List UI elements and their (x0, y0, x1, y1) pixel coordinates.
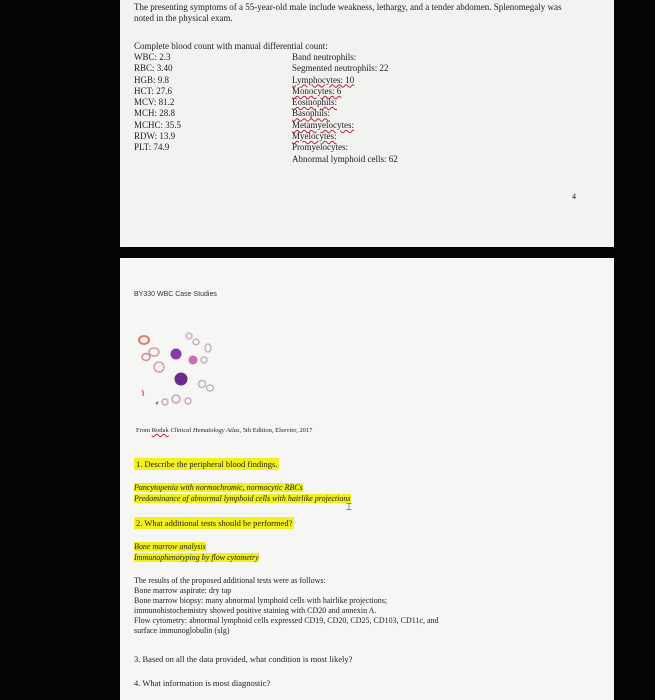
figure-caption (136, 427, 312, 434)
caption-prefix: From (136, 427, 152, 434)
differential-row: Segmented neutrophils: 22 (292, 63, 389, 74)
cbc-row: RBC: 3.40 (134, 63, 173, 74)
differential-row: Monocytes: 6 (292, 85, 342, 96)
answer-2-line: Immunophenotyping by flow cytometry (134, 552, 259, 562)
results-line: The results of the proposed additional tests were as follows: (134, 576, 326, 585)
cbc-row: RDW: 13.9 (134, 131, 176, 142)
blood-smear-image (136, 330, 220, 416)
differential-row: Abnormal lymphoid cells: 62 (292, 153, 398, 164)
answer-2 (134, 542, 259, 563)
cbc-row: MCH: 28.8 (134, 108, 176, 119)
cbc-row: PLT: 74.9 (134, 142, 170, 153)
page-number: 4 (572, 192, 576, 201)
text-cursor-icon: ⌶ (346, 502, 352, 513)
differential-row: Basophils: (292, 108, 331, 119)
question-1 (134, 459, 279, 469)
differential-row: Band neutrophils: (292, 52, 357, 62)
answer-1-line: Pancytopenia with normochromic, normocytic RBCs (134, 483, 303, 492)
differential-row: Eosinophils: (292, 97, 338, 108)
cbc-row: HCT: 27.6 (134, 85, 173, 96)
case-intro: The presenting symptoms of a 55-year-old male include weakness, lethargy, and a tender abdomen. Splenomegaly was noted in the physical exam. (134, 2, 562, 23)
document-page-2 (120, 258, 614, 700)
test-results (134, 576, 554, 636)
cbc-row: MCV: 81.2 (134, 97, 175, 108)
results-line: surface immunoglobulin (sIg) (134, 626, 230, 635)
caption-title: Clinical Hematology Atlas (168, 427, 240, 434)
cbc-values-column (134, 52, 181, 154)
answer-2-line: Bone marrow analysis (134, 542, 206, 551)
question-1-text: 1. Describe the peripheral blood findings. (136, 459, 278, 469)
results-line: Flow cytometry: abnormal lymphoid cells expressed CD19, CD20, CD25, CD103, CD11c, and (134, 616, 439, 625)
question-2 (134, 518, 294, 528)
results-line: immunohistochemistry showed positive staining with CD20 and annexin A. (134, 606, 377, 615)
differential-row: Myelocytes: (292, 131, 337, 142)
document-page-1 (120, 0, 614, 247)
differential-column (292, 52, 398, 165)
cbc-row: WBC: 2.3 (134, 52, 171, 62)
cbc-row: MCHC: 35.5 (134, 119, 182, 130)
course-header: BY330 WBC Case Studies (134, 291, 217, 298)
results-line: Bone marrow biopsy: many abnormal lymphoid cells with hairlike projections; (134, 596, 388, 605)
cbc-title: Complete blood count with manual differential count: (134, 41, 328, 51)
cbc-row: HGB: 9.8 (134, 74, 170, 85)
question-4: 4. What information is most diagnostic? (134, 678, 271, 688)
answer-1 (134, 483, 351, 504)
question-2-text: 2. What additional tests should be performed? (136, 518, 293, 528)
results-line: Bone marrow aspirate: dry tap (134, 586, 232, 595)
answer-1-line: Predominance of abnormal lymphoid cells with hairlike projections (134, 493, 351, 503)
caption-author: Rodak (151, 427, 169, 434)
question-3: 3. Based on all the data provided, what condition is most likely? (134, 654, 353, 664)
differential-row: Promyelocytes: (292, 142, 348, 153)
differential-row: Metamyelocytes: (292, 119, 354, 130)
differential-row: Lymphocytes: 10 (292, 74, 355, 85)
caption-suffix: , 5th Edition, Elsevier, 2017 (239, 427, 313, 434)
